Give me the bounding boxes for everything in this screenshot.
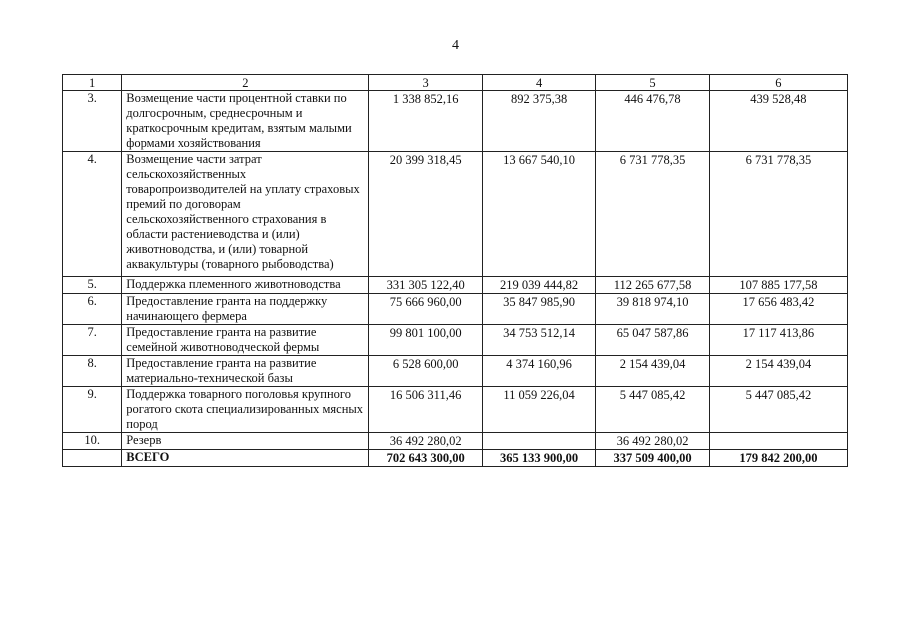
cell-col3: 1 338 852,16 [369,91,482,152]
total-col4: 365 133 900,00 [482,450,595,467]
row-number: 7. [63,325,122,356]
cell-col4: 13 667 540,10 [482,152,595,277]
table-row [63,433,848,450]
cell-col5: 2 154 439,04 [596,356,709,387]
cell-col4: 892 375,38 [482,91,595,152]
cell-col3: 99 801 100,00 [369,325,482,356]
total-col3: 702 643 300,00 [369,450,482,467]
col-header-4: 4 [482,75,595,91]
table-row [63,277,848,294]
cell-col4: 11 059 226,04 [482,387,595,433]
col-header-2: 2 [122,75,369,91]
cell-col5: 6 731 778,35 [596,152,709,277]
total-row [63,450,848,467]
page-number: 4 [452,38,459,53]
cell-col6: 2 154 439,04 [709,356,847,387]
cell-col4: 35 847 985,90 [482,294,595,325]
row-number: 3. [63,91,122,152]
cell-col6: 6 731 778,35 [709,152,847,277]
total-row-number [63,450,122,467]
cell-col4: 219 039 444,82 [482,277,595,294]
cell-col3: 16 506 311,46 [369,387,482,433]
cell-col3: 6 528 600,00 [369,356,482,387]
cell-col6: 439 528,48 [709,91,847,152]
table-row [63,91,848,152]
cell-col6: 17 117 413,86 [709,325,847,356]
row-name: Предоставление гранта на развитие материально-технической базы [122,356,369,387]
row-name: Поддержка товарного поголовья крупного рогатого скота специализированных мясных пород [122,387,369,433]
cell-col6: 5 447 085,42 [709,387,847,433]
cell-col3: 20 399 318,45 [369,152,482,277]
row-number: 8. [63,356,122,387]
col-header-5: 5 [596,75,709,91]
row-number: 10. [63,433,122,450]
table-row [63,387,848,433]
cell-col3: 331 305 122,40 [369,277,482,294]
row-name: Поддержка племенного животноводства [122,277,369,294]
row-name: Возмещение части процентной ставки по долгосрочным, среднесрочным и краткосрочным кредитам, взятым малыми формами хозяйствования [122,91,369,152]
row-name: Предоставление гранта на поддержку начинающего фермера [122,294,369,325]
total-label: ВСЕГО [122,450,369,467]
cell-col5: 65 047 587,86 [596,325,709,356]
table-row [63,325,848,356]
budget-table [62,74,848,467]
cell-col6: 17 656 483,42 [709,294,847,325]
cell-col3: 75 666 960,00 [369,294,482,325]
cell-col6 [709,433,847,450]
row-name: Резерв [122,433,369,450]
col-header-1: 1 [63,75,122,91]
cell-col4: 4 374 160,96 [482,356,595,387]
total-col6: 179 842 200,00 [709,450,847,467]
row-name: Предоставление гранта на развитие семейной животноводческой фермы [122,325,369,356]
row-number: 9. [63,387,122,433]
col-header-3: 3 [369,75,482,91]
row-number: 4. [63,152,122,277]
cell-col6: 107 885 177,58 [709,277,847,294]
total-col5: 337 509 400,00 [596,450,709,467]
row-number: 6. [63,294,122,325]
cell-col5: 39 818 974,10 [596,294,709,325]
table-row [63,356,848,387]
row-name: Возмещение части затрат сельскохозяйственных товаропроизводителей на уплату страховых премий по договорам сельскохозяйственного страхования в области растениеводства и (или) животноводства, и (или) товарной аквакультуры (товарного рыбоводства) [122,152,369,277]
cell-col3: 36 492 280,02 [369,433,482,450]
col-header-6: 6 [709,75,847,91]
cell-col5: 112 265 677,58 [596,277,709,294]
table-row [63,294,848,325]
cell-col5: 446 476,78 [596,91,709,152]
cell-col4: 34 753 512,14 [482,325,595,356]
cell-col5: 5 447 085,42 [596,387,709,433]
table-header-row [63,75,848,91]
cell-col5: 36 492 280,02 [596,433,709,450]
table-row [63,152,848,277]
row-number: 5. [63,277,122,294]
cell-col4 [482,433,595,450]
